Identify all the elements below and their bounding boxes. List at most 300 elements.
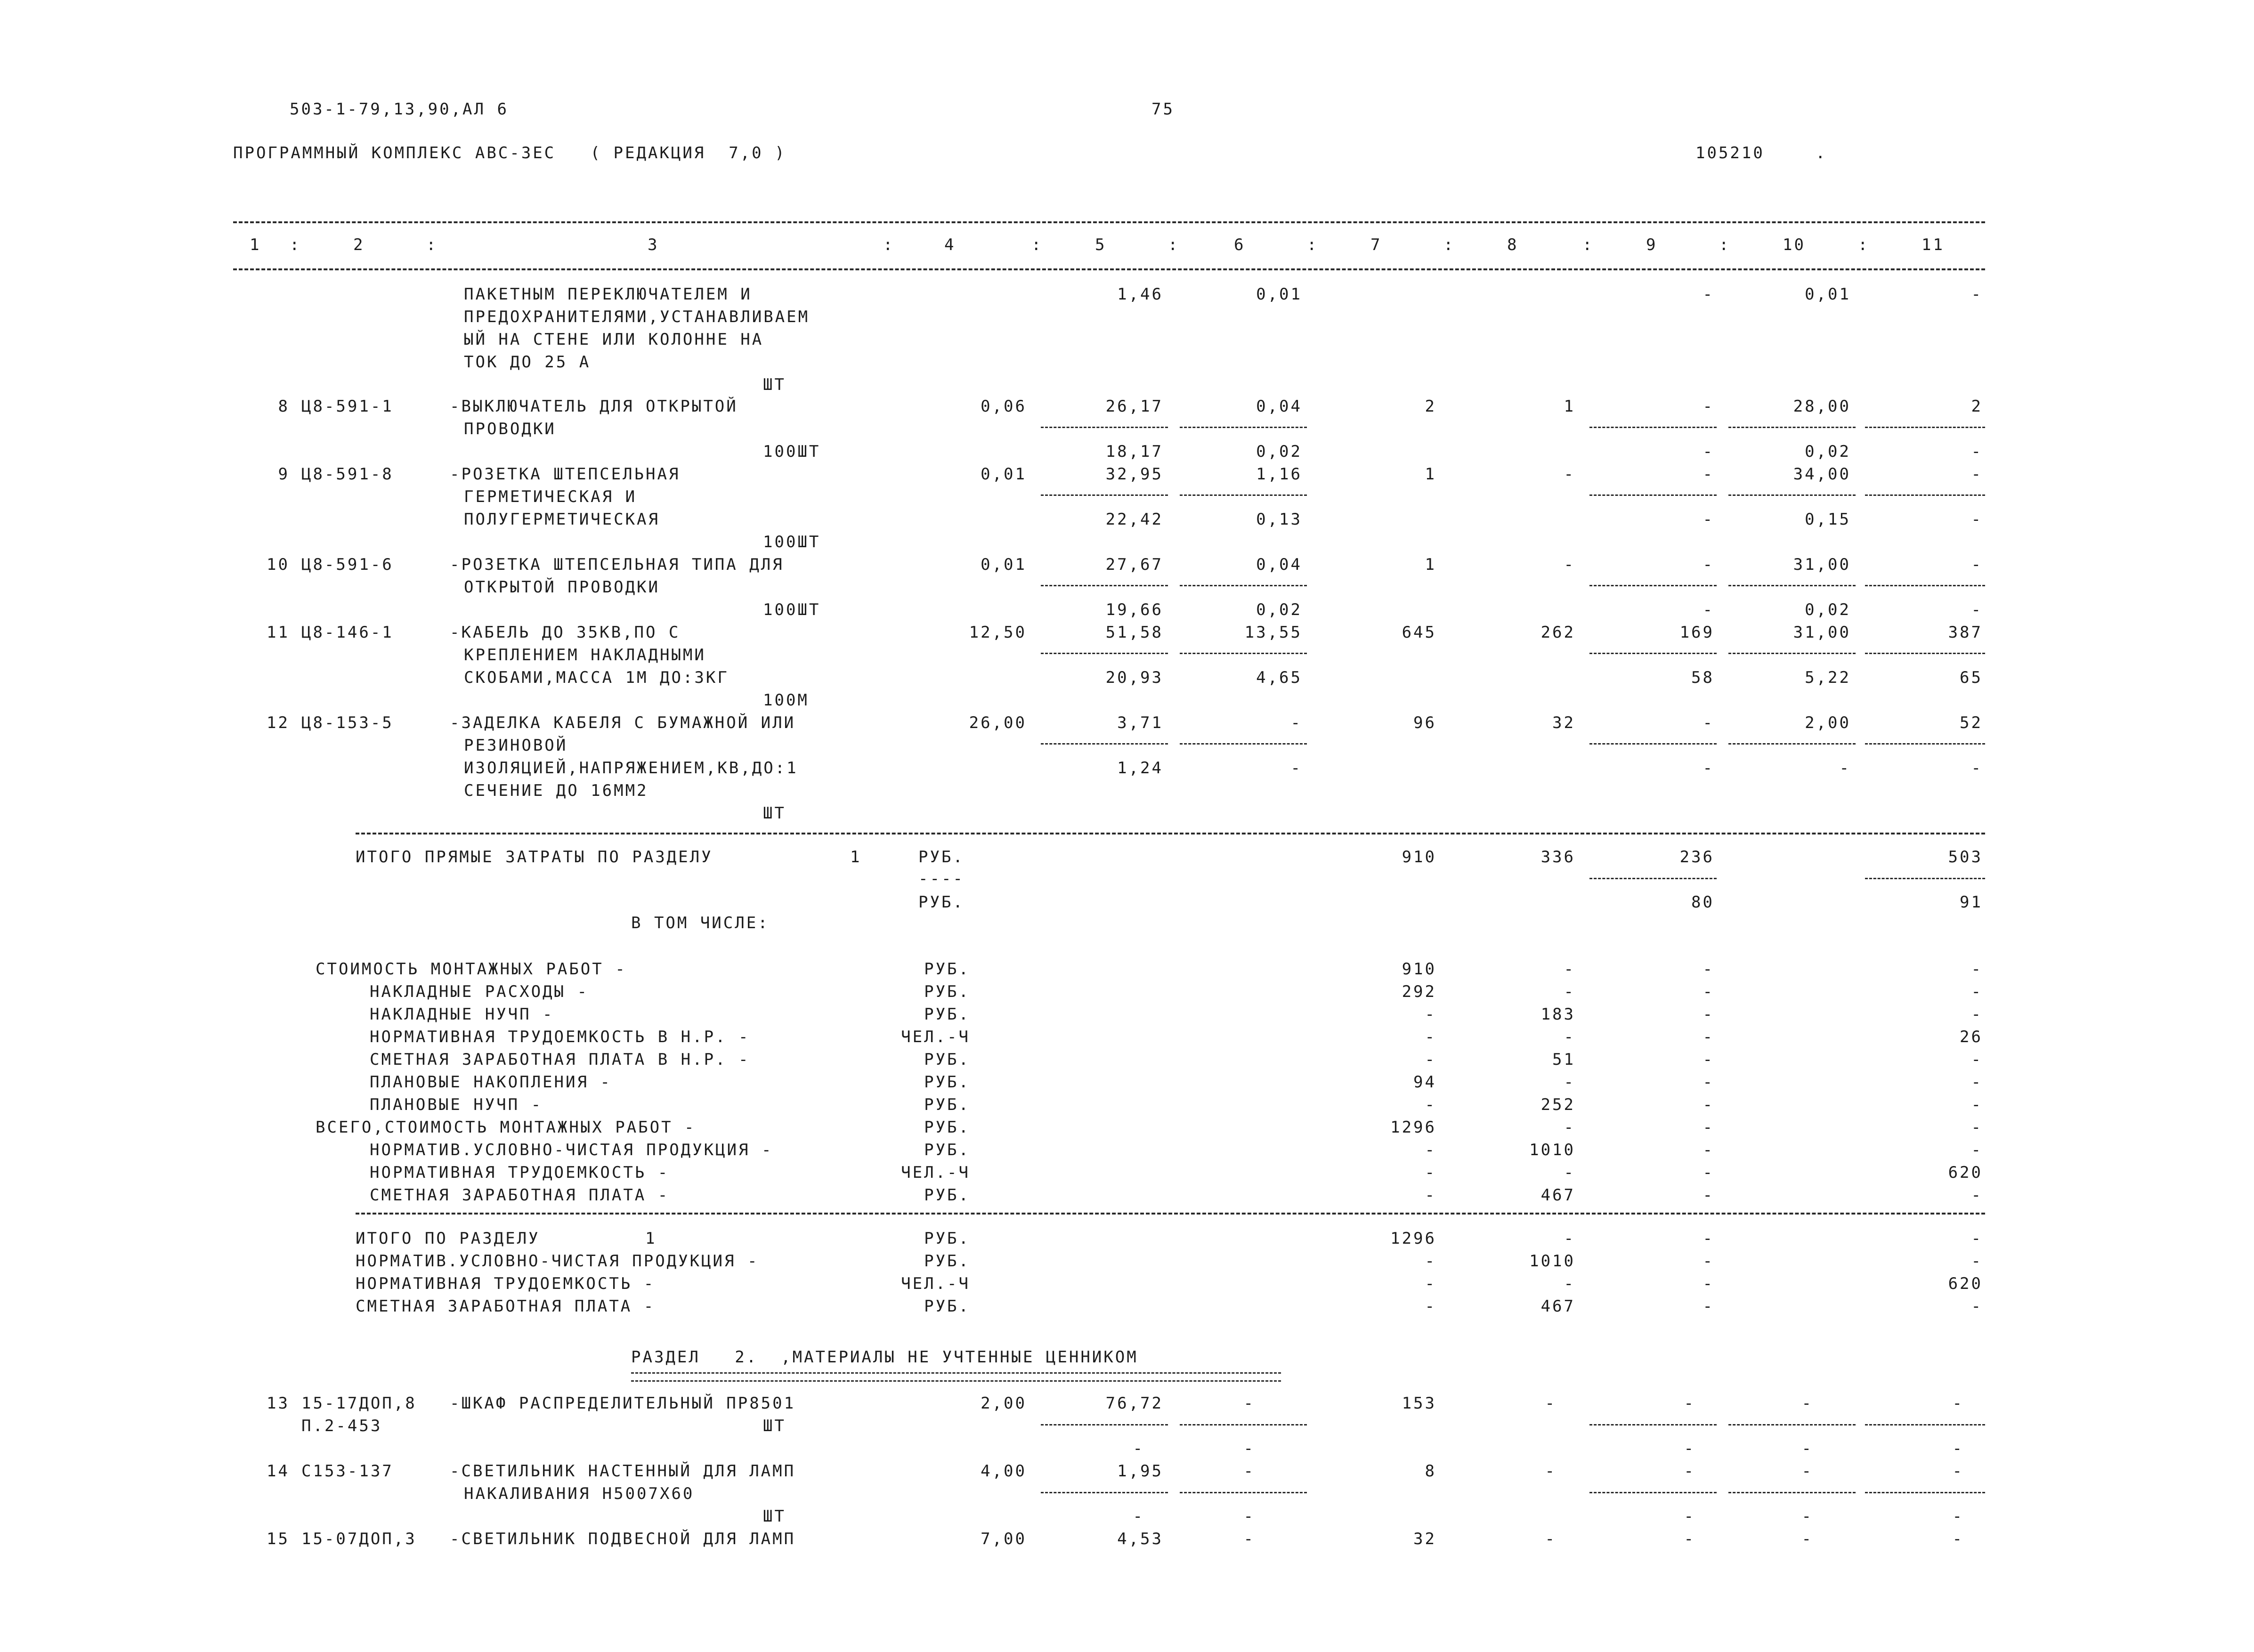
cell-col11: - — [1971, 1141, 1983, 1159]
cell-col9: - — [1684, 1394, 1695, 1413]
cell-col4: 2,00 — [981, 1394, 1027, 1413]
breakdown-unit: РУБ. — [924, 1005, 970, 1024]
program-title: ПРОГРАММНЫЙ КОМПЛЕКС АВС-3ЕС ( РЕДАКЦИЯ 7,0 ) — [233, 144, 786, 162]
cell-col7: 94 — [1413, 1073, 1436, 1092]
breakdown-label: НОРМАТИВНАЯ ТРУДОЕМКОСТЬ В Н.Р. - — [370, 1028, 750, 1046]
cell-col10-labor: 0,02 — [1805, 600, 1851, 619]
cell-col9-labor: - — [1703, 600, 1714, 619]
cell-col5-labor: - — [1133, 1507, 1144, 1526]
cell-col11: - — [1971, 1095, 1983, 1114]
cell-col11: - — [1971, 1297, 1983, 1316]
row-number: 10 — [267, 555, 290, 574]
item-description: КРЕПЛЕНИЕМ НАКЛАДНЫМИ — [464, 646, 706, 664]
cell-col8: - — [1564, 1073, 1575, 1092]
item-description: ИЗОЛЯЦИЕЙ,НАПРЯЖЕНИЕМ,КВ,ДО:1 — [464, 759, 798, 777]
cell-col9-labor: - — [1703, 759, 1714, 777]
cell-col9: - — [1703, 1095, 1714, 1114]
item-description: ТОК ДО 25 А — [464, 353, 591, 372]
subtotal-rule — [1865, 653, 1985, 654]
row-code: 15-07ДОП,3 — [301, 1530, 417, 1548]
breakdown-unit: РУБ. — [924, 1095, 970, 1114]
breakdown-unit: РУБ. — [924, 1186, 970, 1205]
row-number: 11 — [267, 623, 290, 642]
cell-col10-labor: 5,22 — [1805, 668, 1851, 687]
cell-col9: - — [1703, 1252, 1714, 1271]
cell-col7: - — [1425, 1274, 1436, 1293]
cell-col5: 32,95 — [1105, 465, 1163, 484]
cell-col6-labor: - — [1290, 759, 1302, 777]
cell-col9: - — [1703, 555, 1714, 574]
cell-col5: 3,71 — [1117, 713, 1163, 732]
direct-costs-unit-labor: РУБ. — [918, 893, 965, 912]
item-unit: 100ШТ — [763, 442, 821, 461]
col-header-8: 8 — [1507, 235, 1519, 254]
cell-col7: - — [1425, 1186, 1436, 1205]
cell-col9: - — [1703, 1050, 1714, 1069]
cell-col9: - — [1703, 1186, 1714, 1205]
cell-col8: 32 — [1552, 713, 1575, 732]
subtotal-rule — [1865, 427, 1985, 428]
cell-col6: - — [1243, 1462, 1255, 1481]
cell-col6: 0,01 — [1256, 285, 1302, 304]
cell-col11-labor: - — [1971, 600, 1983, 619]
cell-col7: 645 — [1402, 623, 1436, 642]
cell-col11-labor: - — [1952, 1439, 1964, 1458]
cell-col5-labor: 19,66 — [1105, 600, 1163, 619]
cell-col9: - — [1703, 397, 1714, 416]
subtotal-rule — [1865, 585, 1985, 586]
col-separator: : — [1443, 235, 1455, 254]
cell-col7: - — [1425, 1050, 1436, 1069]
row-code: Ц8-146-1 — [301, 623, 394, 642]
cell-col7: - — [1425, 1141, 1436, 1159]
subtotal-rule — [1728, 494, 1856, 496]
cell-col11: - — [1952, 1462, 1964, 1481]
cell-col8: 336 — [1541, 848, 1575, 866]
subtotal-rule — [1180, 585, 1307, 586]
cell-col7: 1 — [1425, 465, 1436, 484]
col-separator: : — [426, 235, 438, 254]
breakdown-label: ВСЕГО,СТОИМОСТЬ МОНТАЖНЫХ РАБОТ - — [316, 1118, 696, 1137]
cell-col6: 1,16 — [1256, 465, 1302, 484]
row-code-extra: П.2-453 — [301, 1417, 382, 1435]
subtotal-rule — [1728, 427, 1856, 428]
breakdown-unit: РУБ. — [924, 1141, 970, 1159]
item-description: ОТКРЫТОЙ ПРОВОДКИ — [464, 578, 660, 597]
cell-col4: 0,06 — [981, 397, 1027, 416]
cell-col5: 27,67 — [1105, 555, 1163, 574]
cell-col11: 2 — [1971, 397, 1983, 416]
subtotal-rule — [1041, 653, 1168, 654]
cell-col9: - — [1703, 960, 1714, 979]
breakdown-label: НАКЛАДНЫЕ РАСХОДЫ - — [370, 982, 589, 1001]
col-separator: : — [1168, 235, 1180, 254]
cell-col9-labor: 58 — [1691, 668, 1714, 687]
cell-col6: - — [1290, 713, 1302, 732]
including-label: В ТОМ ЧИСЛЕ: — [631, 914, 770, 932]
cell-col8: - — [1564, 982, 1575, 1001]
cell-col5: 1,46 — [1117, 285, 1163, 304]
subtotal-rule — [1180, 1424, 1307, 1425]
table-top-rule — [233, 221, 1985, 223]
col-header-5: 5 — [1095, 235, 1107, 254]
cell-col11: - — [1971, 1005, 1983, 1024]
cell-col9: - — [1703, 1141, 1714, 1159]
cell-col11: 26 — [1960, 1028, 1983, 1046]
cell-col11-labor: 65 — [1960, 668, 1983, 687]
cell-col4: 0,01 — [981, 465, 1027, 484]
cell-col10: 0,01 — [1805, 285, 1851, 304]
cell-col9: - — [1703, 713, 1714, 732]
section-total-unit: ЧЕЛ.-Ч — [901, 1274, 970, 1293]
col-header-6: 6 — [1234, 235, 1246, 254]
breakdown-label: СТОИМОСТЬ МОНТАЖНЫХ РАБОТ - — [316, 960, 627, 979]
cell-col8: - — [1545, 1530, 1557, 1548]
cell-col10-labor: - — [1839, 759, 1851, 777]
section-rule — [356, 833, 1985, 834]
cell-col4: 4,00 — [981, 1462, 1027, 1481]
cell-col11-labor: - — [1971, 510, 1983, 529]
col-header-2: 2 — [353, 235, 365, 254]
item-description: ГЕРМЕТИЧЕСКАЯ И — [464, 487, 637, 506]
row-number: 8 — [278, 397, 290, 416]
cell-col10: 34,00 — [1793, 465, 1851, 484]
cell-col8: - — [1564, 960, 1575, 979]
cell-col9: 236 — [1679, 848, 1714, 866]
subtotal-rule — [1728, 653, 1856, 654]
cell-col6-labor: 0,13 — [1256, 510, 1302, 529]
cell-col11: - — [1971, 960, 1983, 979]
subtotal-rule — [1180, 1492, 1307, 1493]
cell-col6: - — [1243, 1394, 1255, 1413]
row-code: 15-17ДОП,8 — [301, 1394, 417, 1413]
cell-col11-labor: - — [1952, 1507, 1964, 1526]
cell-col11: - — [1971, 1229, 1983, 1248]
cell-col9: - — [1703, 465, 1714, 484]
cell-col8: 51 — [1552, 1050, 1575, 1069]
cell-col9: - — [1703, 1028, 1714, 1046]
subtotal-rule — [1041, 1492, 1168, 1493]
subtotal-rule — [1589, 653, 1717, 654]
col-header-7: 7 — [1370, 235, 1382, 254]
cell-col6-labor: - — [1243, 1507, 1255, 1526]
cell-col9: - — [1703, 1229, 1714, 1248]
subtotal-rule — [1589, 427, 1717, 428]
col-header-11: 11 — [1922, 235, 1945, 254]
col-separator: : — [883, 235, 895, 254]
cell-col8: 1 — [1564, 397, 1575, 416]
cell-col8: - — [1564, 1274, 1575, 1293]
cell-col4: 12,50 — [969, 623, 1027, 642]
col-header-4: 4 — [944, 235, 956, 254]
subtotal-rule — [1180, 743, 1307, 745]
cell-col7: - — [1425, 1252, 1436, 1271]
item-description: -РОЗЕТКА ШТЕПСЕЛЬНАЯ — [450, 465, 681, 484]
subtotal-rule — [1728, 585, 1856, 586]
cell-col5: 4,53 — [1117, 1530, 1163, 1548]
breakdown-unit: РУБ. — [924, 1050, 970, 1069]
breakdown-label: СМЕТНАЯ ЗАРАБОТНАЯ ПЛАТА В Н.Р. - — [370, 1050, 750, 1069]
item-description: -СВЕТИЛЬНИК НАСТЕННЫЙ ДЛЯ ЛАМП — [450, 1462, 796, 1481]
direct-costs-unit: РУБ. — [918, 848, 965, 866]
cell-col9-labor: - — [1684, 1507, 1695, 1526]
cell-col10-labor: - — [1801, 1507, 1813, 1526]
item-description: -ШКАФ РАСПРЕДЕЛИТЕЛЬНЫЙ ПР8501 — [450, 1394, 796, 1413]
col-header-9: 9 — [1646, 235, 1658, 254]
cell-col8: 262 — [1541, 623, 1575, 642]
subtotal-rule — [1589, 743, 1717, 745]
row-code: С153-137 — [301, 1462, 394, 1481]
item-description: ПРЕДОХРАНИТЕЛЯМИ,УСТАНАВЛИВАЕМ — [464, 308, 810, 326]
cell-col11: - — [1971, 982, 1983, 1001]
cell-col11: - — [1952, 1530, 1964, 1548]
breakdown-unit: ЧЕЛ.-Ч — [901, 1028, 970, 1046]
cell-col5-labor: 18,17 — [1105, 442, 1163, 461]
cell-col7: - — [1425, 1028, 1436, 1046]
cell-col11-labor: - — [1971, 759, 1983, 777]
cell-col5: 51,58 — [1105, 623, 1163, 642]
col-header-10: 10 — [1783, 235, 1806, 254]
subtotal-rule — [1865, 743, 1985, 745]
double-rule — [631, 1372, 1281, 1382]
cell-col8: 183 — [1541, 1005, 1575, 1024]
subtotal-rule — [1865, 494, 1985, 496]
cell-col8: 1010 — [1529, 1141, 1575, 1159]
cell-col4: 7,00 — [981, 1530, 1027, 1548]
subtotal-rule — [1589, 585, 1717, 586]
col-separator: : — [1582, 235, 1594, 254]
cell-col7: 96 — [1413, 713, 1436, 732]
subtotal-rule — [1865, 878, 1985, 879]
item-description: ПРОВОДКИ — [464, 420, 556, 438]
cell-col11: - — [1971, 1252, 1983, 1271]
cell-col10: - — [1801, 1530, 1813, 1548]
cell-col6: 13,55 — [1244, 623, 1302, 642]
cell-col11: - — [1971, 465, 1983, 484]
cell-col7: 292 — [1402, 982, 1436, 1001]
document-code: 503-1-79,13,90,АЛ 6 — [290, 100, 509, 119]
section-total-unit: РУБ. — [924, 1252, 970, 1271]
col-separator: : — [1307, 235, 1319, 254]
cell-col11-labor: - — [1971, 442, 1983, 461]
cell-col7: - — [1425, 1005, 1436, 1024]
cell-col11: - — [1971, 1073, 1983, 1092]
cell-col8: - — [1564, 1163, 1575, 1182]
cell-col11: 387 — [1948, 623, 1983, 642]
cell-col7: 2 — [1425, 397, 1436, 416]
cell-col11: - — [1971, 1050, 1983, 1069]
cell-col7: 1 — [1425, 555, 1436, 574]
cell-col11: - — [1971, 1118, 1983, 1137]
row-code: Ц8-153-5 — [301, 713, 394, 732]
item-description: ПОЛУГЕРМЕТИЧЕСКАЯ — [464, 510, 660, 529]
cell-col9: - — [1703, 1073, 1714, 1092]
cell-col8: - — [1545, 1394, 1557, 1413]
cell-col8: 467 — [1541, 1186, 1575, 1205]
item-description: ЫЙ НА СТЕНЕ ИЛИ КОЛОННЕ НА — [464, 330, 764, 349]
breakdown-unit: РУБ. — [924, 982, 970, 1001]
cell-col6-labor: 0,02 — [1256, 600, 1302, 619]
cell-col5: 26,17 — [1105, 397, 1163, 416]
row-number: 12 — [267, 713, 290, 732]
cell-col11: 52 — [1960, 713, 1983, 732]
cell-col6: - — [1243, 1530, 1255, 1548]
cell-col9-labor: 80 — [1691, 893, 1714, 912]
item-description: НАКАЛИВАНИЯ Н5007Х60 — [464, 1484, 695, 1503]
cell-col4: 26,00 — [969, 713, 1027, 732]
item-description: -СВЕТИЛЬНИК ПОДВЕСНОЙ ДЛЯ ЛАМП — [450, 1530, 796, 1548]
document-number: 105210 — [1695, 144, 1765, 162]
item-unit: 100ШТ — [763, 600, 821, 619]
cell-col7: 910 — [1402, 848, 1436, 866]
cell-col5-labor: 22,42 — [1105, 510, 1163, 529]
cell-col9: - — [1684, 1462, 1695, 1481]
subtotal-rule — [1589, 1492, 1717, 1493]
cell-col9: 169 — [1679, 623, 1714, 642]
page-number: 75 — [1151, 100, 1175, 119]
cell-col7: 153 — [1402, 1394, 1436, 1413]
cell-col7: 8 — [1425, 1462, 1436, 1481]
cell-col7: - — [1425, 1095, 1436, 1114]
cell-col5-labor: 1,24 — [1117, 759, 1163, 777]
section-rule — [356, 1213, 1985, 1215]
cell-col8: - — [1545, 1462, 1557, 1481]
item-description: -КАБЕЛЬ ДО 35КВ,ПО С — [450, 623, 681, 642]
subtotal-rule — [1180, 427, 1307, 428]
subtotal-rule — [1589, 1424, 1717, 1425]
cell-col10: 2,00 — [1805, 713, 1851, 732]
cell-col10: - — [1801, 1394, 1813, 1413]
cell-col8: - — [1564, 1229, 1575, 1248]
cell-col10-labor: - — [1801, 1439, 1813, 1458]
cell-col6-labor: - — [1243, 1439, 1255, 1458]
col-header-3: 3 — [648, 235, 659, 254]
cell-col7: 32 — [1413, 1530, 1436, 1548]
cell-col7: 1296 — [1390, 1118, 1436, 1137]
cell-col8: 1010 — [1529, 1252, 1575, 1271]
cell-col7: - — [1425, 1297, 1436, 1316]
cell-col9-labor: - — [1703, 510, 1714, 529]
cell-col11: - — [1952, 1394, 1964, 1413]
cell-col5-labor: 20,93 — [1105, 668, 1163, 687]
breakdown-label: ПЛАНОВЫЕ НАКОПЛЕНИЯ - — [370, 1073, 612, 1092]
row-number: 13 — [267, 1394, 290, 1413]
row-code: Ц8-591-8 — [301, 465, 394, 484]
cell-col7: - — [1425, 1163, 1436, 1182]
breakdown-label: СМЕТНАЯ ЗАРАБОТНАЯ ПЛАТА - — [370, 1186, 670, 1205]
subtotal-rule — [1865, 1424, 1985, 1425]
cell-col8: - — [1564, 465, 1575, 484]
cell-col10: 28,00 — [1793, 397, 1851, 416]
subtotal-rule — [1589, 878, 1717, 879]
breakdown-label: НОРМАТИВ.УСЛОВНО-ЧИСТАЯ ПРОДУКЦИЯ - — [370, 1141, 773, 1159]
item-unit: ШТ — [763, 375, 786, 394]
item-unit: ШТ — [763, 804, 786, 823]
cell-col6-labor: 0,02 — [1256, 442, 1302, 461]
item-description: СЕЧЕНИЕ ДО 16ММ2 — [464, 781, 649, 800]
subtotal-rule — [1728, 1424, 1856, 1425]
cell-col9-labor: - — [1684, 1439, 1695, 1458]
cell-col10: 31,00 — [1793, 555, 1851, 574]
section-total-num: 1 — [645, 1229, 657, 1248]
breakdown-label: ПЛАНОВЫЕ НУЧП - — [370, 1095, 543, 1114]
cell-col11: - — [1971, 285, 1983, 304]
row-number: 9 — [278, 465, 290, 484]
col-separator: : — [1031, 235, 1043, 254]
direct-costs-label: ИТОГО ПРЯМЫЕ ЗАТРАТЫ ПО РАЗДЕЛУ — [356, 848, 713, 866]
subtotal-rule — [1180, 494, 1307, 496]
subtotal-rule — [1041, 494, 1168, 496]
section-total-label: НОРМАТИВНАЯ ТРУДОЕМКОСТЬ - — [356, 1274, 656, 1293]
row-number: 14 — [267, 1462, 290, 1481]
cell-col6: 0,04 — [1256, 555, 1302, 574]
cell-col9: - — [1703, 982, 1714, 1001]
subtotal-rule — [1041, 427, 1168, 428]
cell-col9: - — [1703, 1297, 1714, 1316]
cell-col5-labor: - — [1133, 1439, 1144, 1458]
section-total-unit: РУБ. — [924, 1229, 970, 1248]
item-description: РЕЗИНОВОЙ — [464, 736, 568, 755]
breakdown-label: НАКЛАДНЫЕ НУЧП - — [370, 1005, 554, 1024]
section-total-label: СМЕТНАЯ ЗАРАБОТНАЯ ПЛАТА - — [356, 1297, 656, 1316]
cell-col9: - — [1703, 1163, 1714, 1182]
cell-col5: 76,72 — [1105, 1394, 1163, 1413]
breakdown-label: НОРМАТИВНАЯ ТРУДОЕМКОСТЬ - — [370, 1163, 670, 1182]
cell-col11: 620 — [1948, 1163, 1983, 1182]
item-description: -РОЗЕТКА ШТЕПСЕЛЬНАЯ ТИПА ДЛЯ — [450, 555, 784, 574]
direct-costs-section-num: 1 — [850, 848, 862, 866]
cell-col9: - — [1703, 1274, 1714, 1293]
cell-col11: 620 — [1948, 1274, 1983, 1293]
cell-col9-labor: - — [1703, 442, 1714, 461]
cell-col8: 467 — [1541, 1297, 1575, 1316]
col-separator: : — [1719, 235, 1731, 254]
cell-col6-labor: 4,65 — [1256, 668, 1302, 687]
section-total-label: ИТОГО ПО РАЗДЕЛУ — [356, 1229, 540, 1248]
cell-col9: - — [1703, 1005, 1714, 1024]
item-unit: 100ШТ — [763, 533, 821, 551]
item-unit: ШТ — [763, 1417, 786, 1435]
cell-col11: 503 — [1948, 848, 1983, 866]
cell-col9: - — [1684, 1530, 1695, 1548]
breakdown-unit: ЧЕЛ.-Ч — [901, 1163, 970, 1182]
breakdown-unit: РУБ. — [924, 1118, 970, 1137]
item-description: ПАКЕТНЫМ ПЕРЕКЛЮЧАТЕЛЕМ И — [464, 285, 752, 304]
header-bottom-rule — [233, 268, 1985, 270]
cell-col8: - — [1564, 1118, 1575, 1137]
subtotal-rule — [1041, 1424, 1168, 1425]
cell-col10: 31,00 — [1793, 623, 1851, 642]
section-2-title: РАЗДЕЛ 2. ,МАТЕРИАЛЫ НЕ УЧТЕННЫЕ ЦЕННИКОМ — [631, 1348, 1138, 1367]
cell-col9: - — [1703, 285, 1714, 304]
row-code: Ц8-591-6 — [301, 555, 394, 574]
subtotal-rule — [1865, 1492, 1985, 1493]
col-separator: : — [1858, 235, 1870, 254]
item-unit: ШТ — [763, 1507, 786, 1526]
cell-col8: - — [1564, 1028, 1575, 1046]
cell-col10: - — [1801, 1462, 1813, 1481]
unit-dashes: ---- — [918, 869, 965, 888]
breakdown-unit: РУБ. — [924, 960, 970, 979]
row-number: 15 — [267, 1530, 290, 1548]
cell-col10-labor: 0,02 — [1805, 442, 1851, 461]
item-description: -ЗАДЕЛКА КАБЕЛЯ С БУМАЖНОЙ ИЛИ — [450, 713, 796, 732]
item-description: СКОБАМИ,МАССА 1М ДО:3КГ — [464, 668, 729, 687]
item-description: -ВЫКЛЮЧАТЕЛЬ ДЛЯ ОТКРЫТОЙ — [450, 397, 738, 416]
cell-col11: - — [1971, 1186, 1983, 1205]
document-number-mark: . — [1816, 144, 1827, 162]
row-code: Ц8-591-1 — [301, 397, 394, 416]
